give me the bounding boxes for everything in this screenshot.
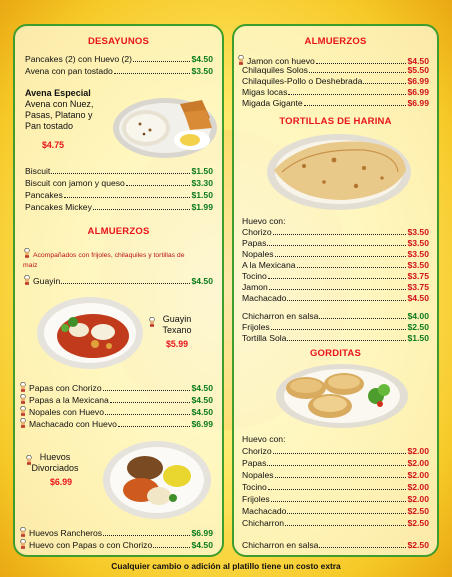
avena-especial: Avena Especial Avena con Nuez, Pasas, Platano y Pan tostado: [25, 88, 94, 131]
menu-item: Machacado $4.50: [242, 293, 429, 303]
gorditas-header: GORDITAS: [309, 348, 362, 359]
chef-icon: [19, 539, 27, 549]
chef-icon: [19, 382, 27, 392]
menu-item: Tortilla Sola $1.50: [242, 333, 429, 343]
menu-item: Pancakes $1.50: [25, 190, 213, 200]
chef-icon: [23, 275, 31, 285]
menu-item: Jamon $3.75: [242, 282, 429, 292]
chef-icon: [25, 455, 33, 465]
almuerzos-note: Acompañados con frijoles, chilaquiles y tortillas de maiz: [23, 247, 216, 271]
menu-item: Papas $3.50: [242, 238, 429, 248]
menu-item: Machacado con Huevo $6.99: [19, 417, 213, 428]
chef-icon: [19, 394, 27, 404]
menu-item: Chicharron en salsa $4.00: [242, 311, 429, 321]
menu-item: Migas locas $6.99: [242, 87, 429, 97]
menu-item: Huevos Rancheros $6.99: [19, 526, 213, 537]
menu-item: Chorizo $2.00: [242, 446, 429, 456]
menu-item: Frijoles $2.00: [242, 494, 429, 504]
right-menu-panel: [232, 24, 439, 557]
menu-item: Huevo con Papas o con Chorizo $4.50: [19, 538, 213, 549]
menu-item: Pancakes Mickey $1.99: [25, 202, 213, 212]
menu-item: Chilaquiles Solos $5.50: [242, 65, 429, 75]
huevos-divorciados: Huevos Divorciados: [29, 452, 81, 474]
menu-item: Migada Gigante $6.99: [242, 98, 429, 108]
menu-item: Guayin $4.50: [23, 274, 213, 285]
gorditas-plate-image: [272, 360, 412, 432]
tortillas-subheader: Huevo con:: [242, 216, 286, 226]
left-menu-panel: [13, 24, 224, 557]
chef-icon: [237, 55, 245, 65]
gorditas-subheader: Huevo con:: [242, 434, 286, 444]
menu-item: A la Mexicana $3.50: [242, 260, 429, 270]
chef-icon: [19, 418, 27, 428]
almuerzos-header-right: ALMUERZOS: [304, 36, 367, 47]
footer-note: Cualquier cambio o adición al platillo tiene un costo extra: [111, 561, 341, 571]
menu-item: Papas a la Mexicana $4.50: [19, 393, 213, 404]
chef-icon: [19, 527, 27, 537]
huevos-divorciados-price: $6.99: [49, 477, 72, 487]
menu-item: Biscuit $1.50: [25, 166, 213, 176]
menu-item: Tocino $2.00: [242, 482, 429, 492]
menu-item: Papas con Chorizo $4.50: [19, 381, 213, 392]
tortilla-plate-image: [264, 130, 414, 212]
guayin-texano-price: $5.99: [165, 339, 188, 349]
menu-item: Nopales con Huevo $4.50: [19, 405, 213, 416]
guayin-texano: Guayin Texano: [160, 314, 194, 336]
menu-item: Pancakes (2) con Huevo (2) $4.50: [25, 54, 213, 64]
menu-item: Nopales $3.50: [242, 249, 429, 259]
menu-item: Chicharron $2.50: [242, 518, 429, 528]
menu-item: Chilaquiles-Pollo o Deshebrada $6.99: [242, 76, 429, 86]
desayunos-header: DESAYUNOS: [87, 36, 150, 47]
guayin-plate-image: [35, 294, 145, 372]
menu-item: Tocino $3.75: [242, 271, 429, 281]
menu-item: Avena con pan tostado $3.50: [25, 66, 213, 76]
chef-icon: [148, 317, 156, 327]
menu-item: Papas $2.00: [242, 458, 429, 468]
almuerzos-header-left: ALMUERZOS: [87, 226, 150, 237]
menu-item: Jamon con huevo $4.50: [237, 54, 429, 65]
oatmeal-plate-image: [110, 82, 220, 162]
menu-item: Frijoles $2.50: [242, 322, 429, 332]
huevos-divorciados-plate-image: [101, 438, 213, 522]
chef-icon: [19, 406, 27, 416]
menu-item: Machacado $2.50: [242, 506, 429, 516]
tortillas-header: TORTILLAS DE HARINA: [279, 116, 392, 127]
menu-item: Nopales $2.00: [242, 470, 429, 480]
menu-item: Biscuit con jamon y queso $3.30: [25, 178, 213, 188]
menu-item: Chorizo $3.50: [242, 227, 429, 237]
avena-especial-price: $4.75: [41, 140, 64, 150]
menu-item: Chicharron en salsa $2.50: [242, 540, 429, 550]
chef-icon: [23, 248, 31, 258]
